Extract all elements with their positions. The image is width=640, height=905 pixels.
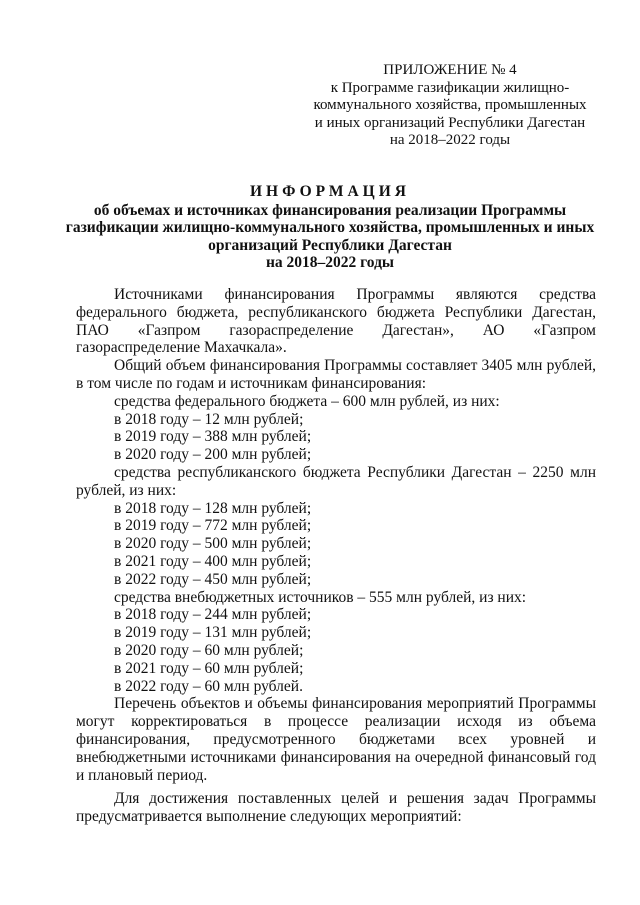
appendix-header [300, 62, 600, 150]
appendix-line-5: на 2018–2022 годы [389, 132, 511, 148]
title-line-2: газификации жилищно-коммунального хозяйства, промышленных и иных [65, 219, 595, 236]
appendix-line-3: коммунального хозяйства, промышленных [313, 97, 587, 113]
document-title [60, 183, 600, 272]
appendix-line-2: к Программе газификации жилищно- [330, 79, 570, 96]
extra-year-item: в 2020 году – 60 млн рублей; [114, 641, 304, 659]
paragraph-measures: Для достижения поставленных целей и решения задач Программы предусматривается выполнение следующих мероприятий: [76, 790, 596, 826]
paragraph-funding-sources: Источниками финансирования Программы являются средства федерального бюджета, республиканского бюджета Республики Дагестан, ПАО «Газпром газораспределение Дагестан», АО «Газпром газораспределение Махачкала». [76, 286, 596, 357]
document-body [76, 286, 596, 826]
extra-year-item: в 2018 году – 244 млн рублей; [114, 606, 312, 624]
paragraph-total-volume: Общий объем финансирования Программы составляет 3405 млн рублей, в том числе по годам и источникам финансирования: [76, 357, 596, 392]
extra-budget-heading: средства внебюджетных источников – 555 млн рублей, из них: [114, 588, 527, 606]
republic-year-item: в 2021 году – 400 млн рублей; [114, 552, 312, 570]
republic-year-item: в 2022 году – 450 млн рублей; [114, 570, 312, 588]
title-line-1: об объемах и источниках финансирования реализации Программы [93, 201, 567, 219]
federal-year-item: в 2019 году – 388 млн рублей; [114, 428, 312, 446]
republic-year-item: в 2019 году – 772 млн рублей; [114, 517, 312, 535]
federal-year-item: в 2020 году – 200 млн рублей; [114, 446, 312, 464]
paragraph-adjustments: Перечень объектов и объемы финансирования мероприятий Программы могут корректироваться в процессе реализации исходя из объема финансирования, предусмотренного бюджетами всех уровней и внебюджетными источниками финансирования на очередной финансовый год и плановый период. [76, 695, 596, 784]
extra-year-item: в 2022 году – 60 млн рублей. [114, 677, 303, 695]
extra-year-item: в 2021 году – 60 млн рублей; [114, 659, 304, 677]
title-line-4: на 2018–2022 годы [265, 254, 395, 271]
federal-year-item: в 2018 году – 12 млн рублей; [114, 410, 304, 428]
republic-budget-heading: средства республиканского бюджета Республики Дагестан – 2250 млн рублей, из них: [76, 463, 596, 499]
republic-year-item: в 2018 году – 128 млн рублей; [114, 499, 312, 517]
federal-budget-heading: средства федерального бюджета – 600 млн рублей, из них: [114, 392, 500, 410]
title-line-3: организаций Республики Дагестан [208, 236, 452, 254]
republic-year-item: в 2020 году – 500 млн рублей; [114, 535, 312, 553]
extra-year-item: в 2019 году – 131 млн рублей; [114, 624, 312, 642]
title-heading: ИНФОРМАЦИЯ [250, 183, 410, 200]
appendix-line-1: ПРИЛОЖЕНИЕ № 4 [383, 62, 517, 78]
appendix-line-4: и иных организаций Республики Дагестан [314, 114, 586, 131]
